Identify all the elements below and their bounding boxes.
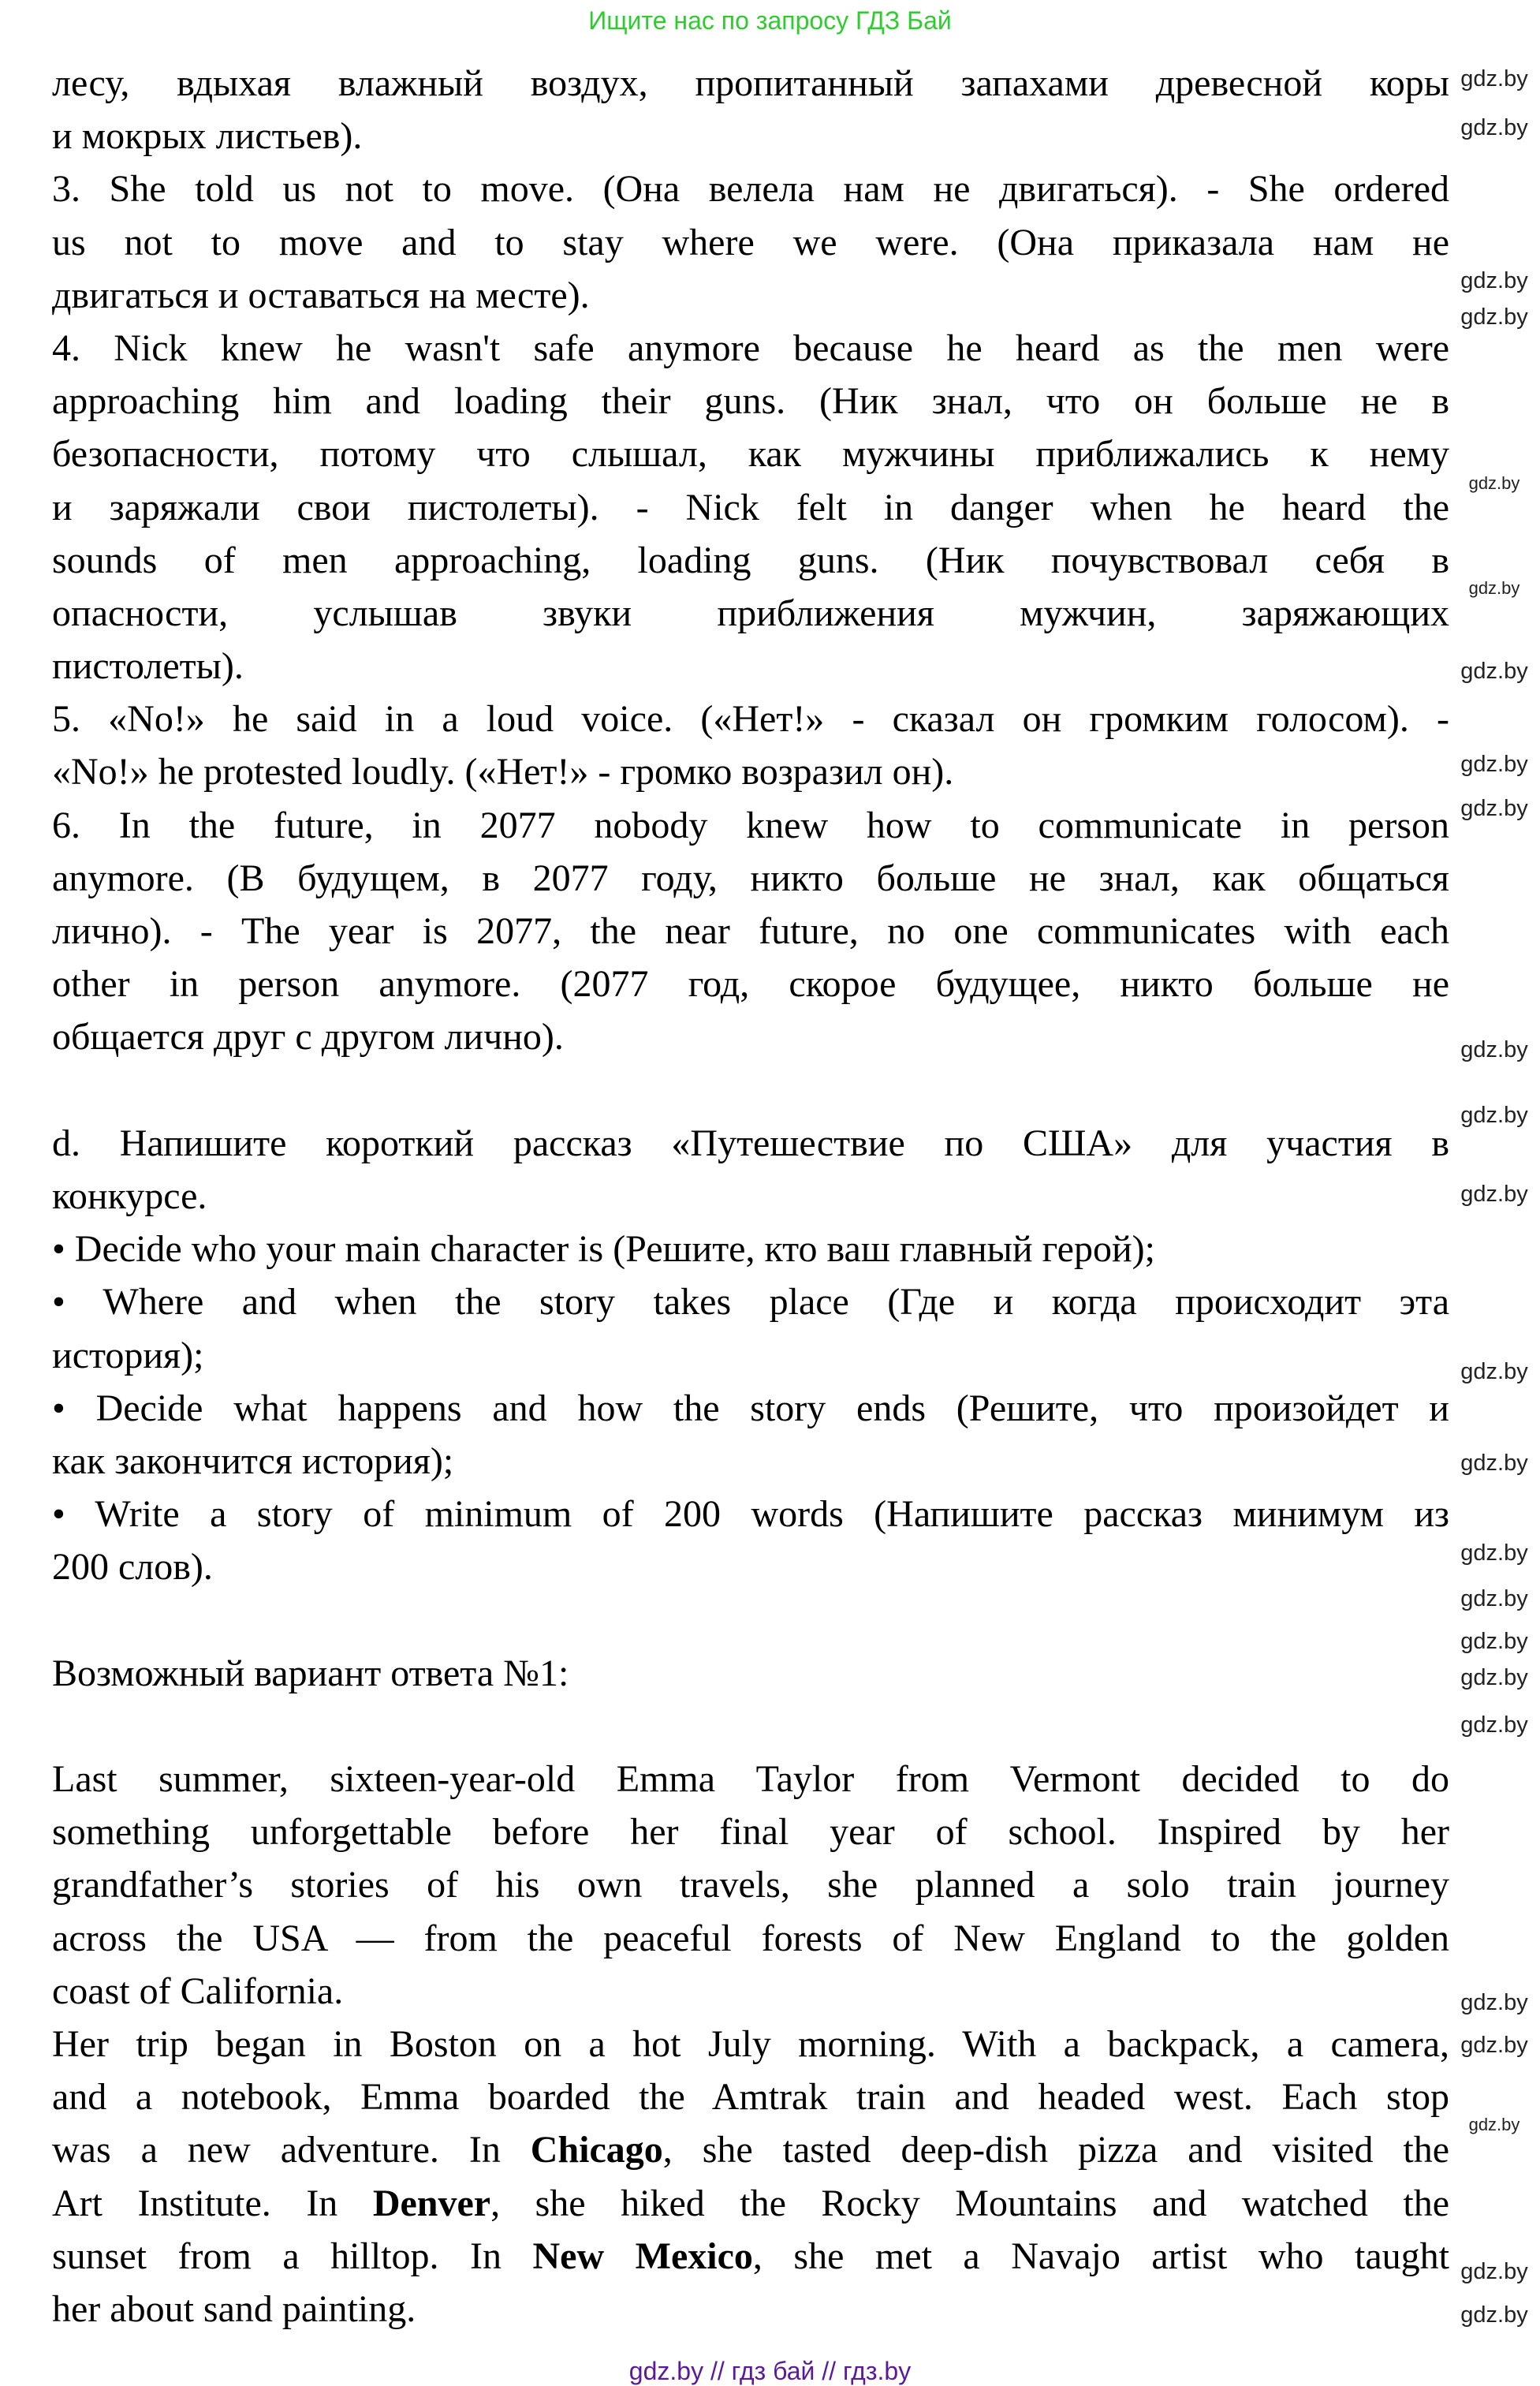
text-line: и мокрых листьев). <box>52 115 363 158</box>
text-line: история); <box>52 1334 204 1376</box>
text-line: sounds of men approaching, loading guns. (Ник почувствовал себя в <box>52 539 1449 581</box>
watermark: gdz.by <box>1460 115 1528 140</box>
watermark: gdz.by <box>1460 2302 1528 2328</box>
watermark: gdz.by <box>1468 473 1520 493</box>
watermark: gdz.by <box>1460 268 1528 293</box>
bold-place-name: New Mexico <box>532 2235 753 2277</box>
text-line: пистолеты). <box>52 645 244 688</box>
text-segment: Art Institute. In <box>52 2182 373 2224</box>
text-line: d. Напишите короткий рассказ «Путешествие по США» для участия в <box>52 1122 1449 1164</box>
watermark: gdz.by <box>1460 1103 1528 1128</box>
watermark: gdz.by <box>1460 1990 1528 2015</box>
text-line <box>52 1064 1449 1117</box>
text-line <box>52 2230 1449 2283</box>
text-line: and a notebook, Emma boarded the Amtrak train and headed west. Each stop <box>52 2076 1449 2119</box>
text-line: other in person anymore. (2077 год, скорое будущее, никто больше не <box>52 963 1449 1006</box>
watermark: gdz.by <box>1460 659 1528 684</box>
text-segment: , she met a Navajo artist who taught <box>752 2235 1450 2277</box>
watermark: gdz.by <box>1460 304 1528 330</box>
text-line: и заряжали свои пистолеты). - Nick felt in danger when he heard the <box>52 486 1449 528</box>
text-segment: , she tasted deep-dish pizza and visited the <box>662 2129 1450 2171</box>
watermark: gdz.by <box>1460 2033 1528 2058</box>
text-line: grandfather’s stories of his own travels, she planned a solo train journey <box>52 1864 1449 1906</box>
watermark: gdz.by <box>1460 66 1528 91</box>
bold-place-name: Chicago <box>530 2129 663 2171</box>
text-line: 3. She told us not to move. (Она велела нам не двигаться). - She ordered <box>52 168 1449 211</box>
watermark: gdz.by <box>1460 1712 1528 1738</box>
text-line: • Write a story of minimum of 200 words (Напишите рассказ минимум из <box>52 1493 1449 1536</box>
text-line: Her trip began in Boston on a hot July morning. With a backpack, a camera, <box>52 2022 1449 2065</box>
text-line: her about sand painting. <box>52 2287 416 2330</box>
text-line <box>52 2177 1449 2230</box>
watermark: gdz.by <box>1460 796 1528 821</box>
watermark: gdz.by <box>1468 578 1520 598</box>
text-line: 6. In the future, in 2077 nobody knew how to communicate in person <box>52 804 1449 846</box>
text-line: лесу, вдыхая влажный воздух, пропитанный запахами древесной коры <box>52 62 1449 104</box>
watermark: gdz.by <box>1460 1665 1528 1690</box>
text-line <box>52 1593 1449 1646</box>
text-line: • Decide who your main character is (Решите, кто ваш главный герой); <box>52 1228 1155 1271</box>
watermark: gdz.by <box>1460 1037 1528 1062</box>
text-segment: was a new adventure. In <box>52 2129 531 2171</box>
search-banner[interactable]: Ищите нас по запросу ГДЗ Бай <box>588 6 952 35</box>
watermark: gdz.by <box>1460 1586 1528 1611</box>
watermark: gdz.by <box>1460 1359 1528 1384</box>
text-line: 4. Nick knew he wasn't safe anymore because he heard as the men were <box>52 327 1449 369</box>
watermark: gdz.by <box>1460 1451 1528 1476</box>
text-line: 200 слов). <box>52 1546 213 1589</box>
text-segment: , she hiked the Rocky Mountains and watched the <box>490 2182 1450 2224</box>
footer-links[interactable]: gdz.by // гдз бай // гдз.by <box>628 2357 912 2385</box>
text-line: coast of California. <box>52 1970 344 2012</box>
watermark: gdz.by <box>1460 1182 1528 1207</box>
text-line: approaching him and loading their guns. (Ник знал, что он больше не в <box>52 380 1449 423</box>
text-line: двигаться и оставаться на месте). <box>52 274 590 316</box>
text-line: конкурсе. <box>52 1174 207 1217</box>
text-line: us not to move and to stay where we were. (Она приказала нам не <box>52 221 1449 263</box>
text-line: безопасности, потому что слышал, как мужчины приближались к нему <box>52 433 1449 476</box>
text-line: как закончится история); <box>52 1439 454 1482</box>
text-line <box>52 2123 1449 2176</box>
text-line: «No!» he protested loudly. («Нет!» - громко возразил он). <box>52 751 954 793</box>
text-line: лично). - The year is 2077, the near future, no one communicates with each <box>52 910 1449 952</box>
text-line <box>52 1700 1449 1753</box>
text-line: across the USA — from the peaceful forests of New England to the golden <box>52 1917 1449 1959</box>
watermark: gdz.by <box>1460 1629 1528 1654</box>
text-line: 5. «No!» he said in a loud voice. («Нет!» - сказал он громким голосом). - <box>52 698 1449 741</box>
text-line: общается друг с другом лично). <box>52 1016 564 1059</box>
text-line: anymore. (В будущем, в 2077 году, никто больше не знал, как общаться <box>52 857 1449 899</box>
text-line: • Decide what happens and how the story ends (Решите, что произойдет и <box>52 1387 1449 1429</box>
bold-place-name: Denver <box>372 2182 491 2224</box>
watermark: gdz.by <box>1460 1540 1528 1566</box>
text-line: Last summer, sixteen-year-old Emma Taylor from Vermont decided to do <box>52 1758 1449 1800</box>
text-line: Возможный вариант ответа №1: <box>52 1652 569 1694</box>
text-segment: sunset from a hilltop. In <box>52 2235 533 2277</box>
document-body <box>52 57 1449 2336</box>
watermark: gdz.by <box>1460 2259 1528 2284</box>
text-line: опасности, услышав звуки приближения мужчин, заряжающих <box>52 592 1449 634</box>
text-line: something unforgettable before her final year of school. Inspired by her <box>52 1811 1449 1854</box>
text-line: • Where and when the story takes place (Где и когда происходит эта <box>52 1281 1449 1324</box>
watermark: gdz.by <box>1460 752 1528 777</box>
watermark: gdz.by <box>1468 2115 1520 2134</box>
